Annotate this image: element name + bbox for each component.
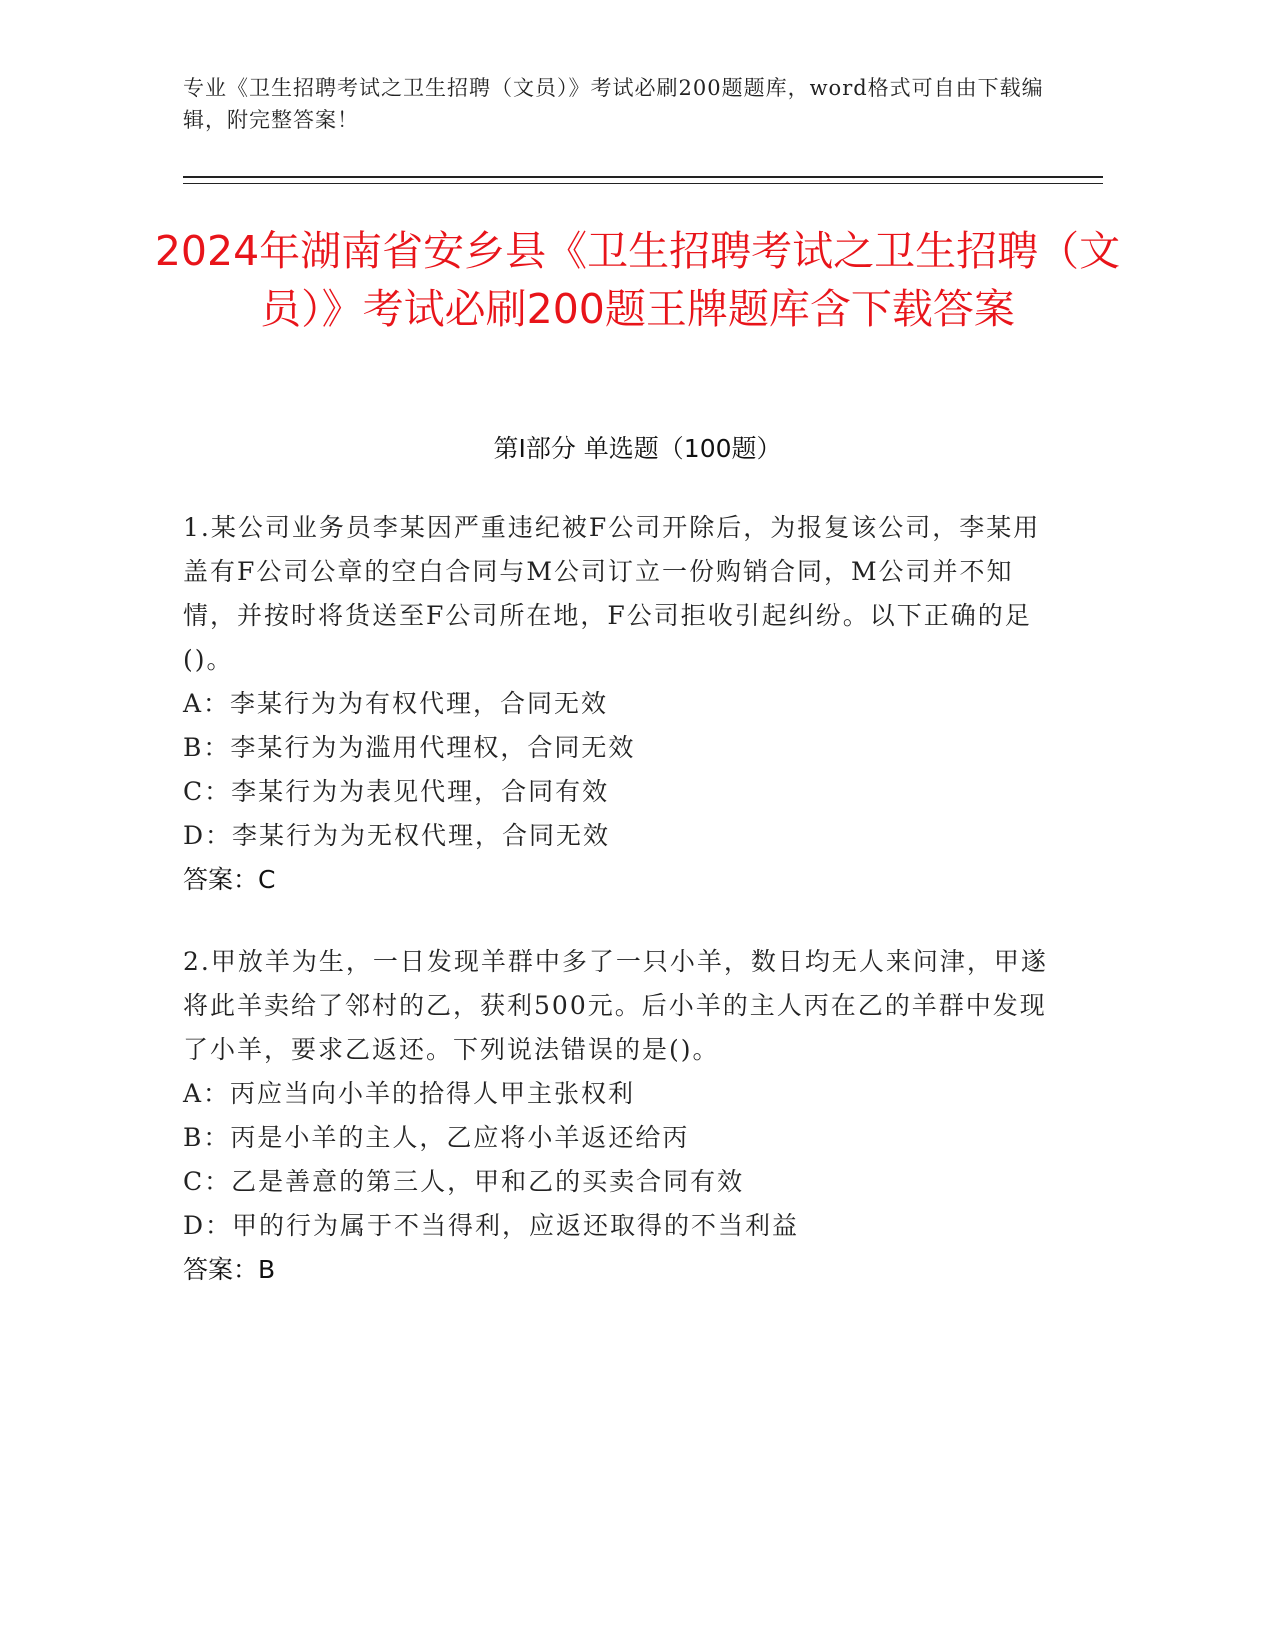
question-stem: 2.甲放羊为生，一日发现羊群中多了一只小羊，数日均无人来问津，甲遂将此羊卖给了邻村的乙，获利500元。后小羊的主人丙在乙的羊群中发现了小羊，要求乙返还。下列说法错误的是()。 — [183, 947, 1048, 1064]
option-b: B：李某行为为滥用代理权，合同无效 — [183, 733, 636, 762]
question-2 — [183, 940, 1063, 1292]
option-c: C：李某行为为表见代理，合同有效 — [183, 777, 610, 806]
option-d: D：甲的行为属于不当得利，应返还取得的不当利益 — [183, 1211, 800, 1240]
section-title: 第Ⅰ部分 单选题（100题） — [493, 434, 782, 463]
question-stem: 1.某公司业务员李某因严重违纪被F公司开除后，为报复该公司，李某用盖有F公司公章的空白合同与M公司订立一份购销合同，M公司并不知情，并按时将货送至F公司所在地，F公司拒收引起纠纷。以下正确的足()。 — [183, 513, 1041, 674]
header-note: 专业《卫生招聘考试之卫生招聘（文员）》考试必刷200题题库，word格式可自由下载编辑，附完整答案！ — [183, 76, 1044, 132]
document-title: 2024年湖南省安乡县《卫生招聘考试之卫生招聘（文员）》考试必刷200题王牌题库含下载答案 — [154, 227, 1121, 333]
option-c: C：乙是善意的第三人，甲和乙的买卖合同有效 — [183, 1167, 745, 1196]
option-a: A：丙应当向小羊的拾得人甲主张权利 — [183, 1079, 636, 1108]
option-d: D：李某行为为无权代理，合同无效 — [183, 821, 611, 850]
question-1 — [183, 506, 1063, 902]
header-divider — [183, 176, 1103, 184]
answer: 答案：B — [183, 1255, 276, 1284]
option-a: A：李某行为为有权代理，合同无效 — [183, 689, 609, 718]
answer: 答案：C — [183, 865, 276, 894]
option-b: B：丙是小羊的主人，乙应将小羊返还给丙 — [183, 1123, 690, 1152]
